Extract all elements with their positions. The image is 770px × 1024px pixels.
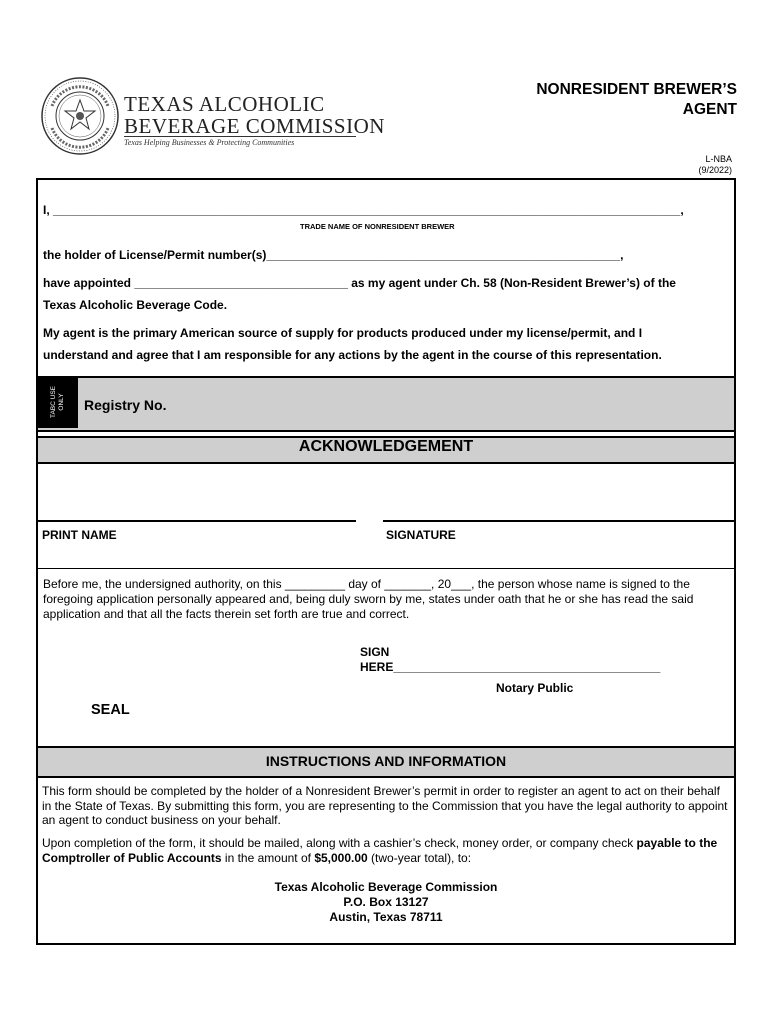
fee-amount: $5,000.00 xyxy=(314,850,368,865)
agent-statement-line-2: understand and agree that I am responsible for any actions by the agent in the course of this representation. xyxy=(43,348,662,362)
trade-name-field[interactable]: I, ______________________________________________________________________________________________, xyxy=(43,203,684,217)
acknowledgement-title: ACKNOWLEDGEMENT xyxy=(298,438,474,455)
instructions-title: INSTRUCTIONS AND INFORMATION xyxy=(265,753,507,769)
address-line-2: P.O. Box 13127 xyxy=(343,895,429,909)
agent-name-field[interactable]: have appointed ________________________________ as my agent under Ch. 58 (Non-Resident Brewer’s) of the xyxy=(43,276,676,290)
instructions-paragraph-2 xyxy=(42,836,732,865)
tabc-seal-logo xyxy=(40,76,120,156)
print-name-label: PRINT NAME xyxy=(42,528,117,542)
notary-statement: Before me, the undersigned authority, on this _________ day of _______, 20___, the person whose name is signed to the foregoing application personally appeared and, being duly sworn by me, states under oath that he or she has read the said application and that all the facts therein set forth are true and correct. xyxy=(43,577,694,621)
notary-public-label: Notary Public xyxy=(496,681,574,695)
tabc-use-only-tab xyxy=(38,376,78,428)
instructions-p2-e: (two-year total), to: xyxy=(367,850,472,865)
license-number-field[interactable]: the holder of License/Permit number(s)_____________________________________________________, xyxy=(43,248,624,262)
signature-label: SIGNATURE xyxy=(386,528,456,542)
address-line-3: Austin, Texas 78711 xyxy=(329,910,443,924)
form-title-line-2: AGENT xyxy=(682,101,737,118)
registry-number-field[interactable]: Registry No. xyxy=(84,397,167,413)
tabc-only-label: ONLY xyxy=(58,393,65,411)
form-revision: (9/2022) xyxy=(698,165,732,175)
seal-label: SEAL xyxy=(91,702,130,718)
code-reference-text: Texas Alcoholic Beverage Code. xyxy=(43,298,228,312)
address-line-1: Texas Alcoholic Beverage Commission xyxy=(274,880,498,894)
form-border xyxy=(36,178,736,945)
agent-statement-line-1: My agent is the primary American source of supply for products produced under my license/permit, and I xyxy=(43,326,643,340)
instructions-p2-a: Upon completion of the form, it should be mailed, along with a cashier’s check, money order, or company check xyxy=(42,836,637,850)
org-name-line-2: BEVERAGE COMMISSION xyxy=(124,114,385,138)
org-tagline: Texas Helping Businesses & Protecting Communities xyxy=(124,138,295,147)
payable-to: payable to the Comptroller of Public Accounts xyxy=(42,836,718,865)
print-name-line[interactable] xyxy=(38,520,356,522)
section-divider xyxy=(38,568,734,569)
org-name-line-1: TEXAS ALCOHOLIC xyxy=(124,92,325,116)
sign-here-label: SIGN xyxy=(360,645,390,659)
form-code: L-NBA xyxy=(705,154,732,164)
notary-signature-field[interactable]: HERE________________________________________ xyxy=(360,660,661,674)
form-title-line-1: NONRESIDENT BREWER’S xyxy=(536,81,737,98)
org-name-rule xyxy=(124,136,356,137)
instructions-p2-c: in the amount of xyxy=(221,850,315,865)
mailing-address xyxy=(38,880,734,925)
trade-name-caption: TRADE NAME OF NONRESIDENT BREWER xyxy=(300,222,455,231)
tabc-use-label: TABC USE xyxy=(50,385,57,419)
signature-line[interactable] xyxy=(383,520,734,522)
instructions-paragraph-1: This form should be completed by the holder of a Nonresident Brewer’s permit in order to register an agent to act on their behalf in the State of Texas. By submitting this form, you are representing to the Commission that you have the legal authority to appoint an agent to conduct business on your behalf. xyxy=(42,784,728,827)
